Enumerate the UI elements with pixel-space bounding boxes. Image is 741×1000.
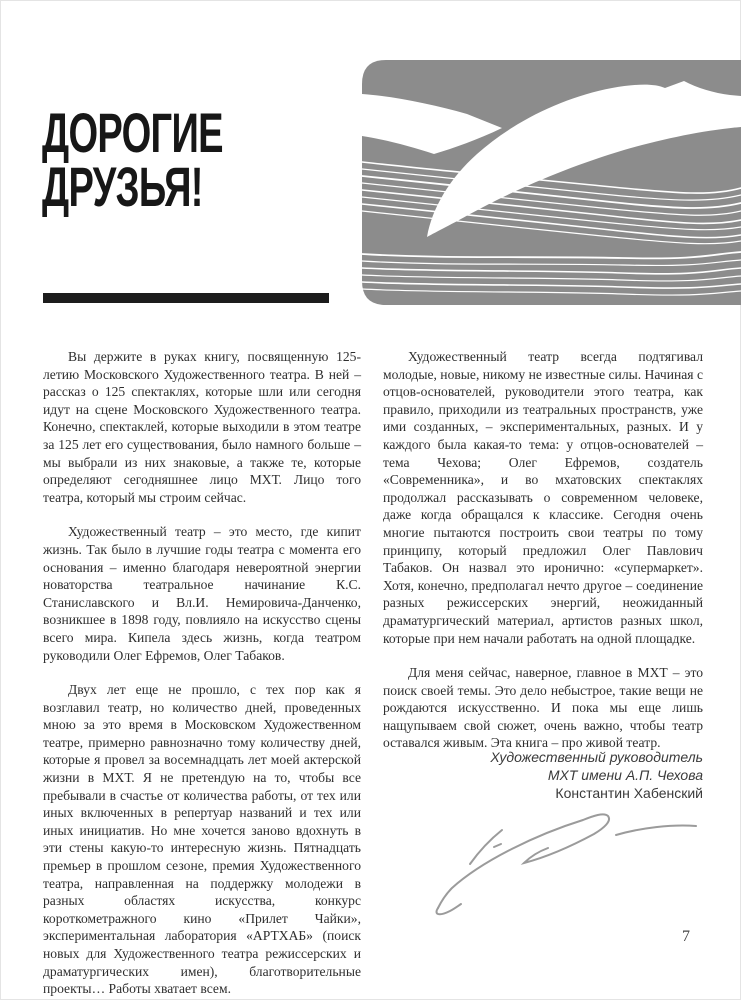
paragraph: Художественный театр – это место, где кипит жизнь. Так было в лучшие годы театра с момента его основания – именно благодаря невероятной энергии новаторства театральное начинание К.С. Станиславского и Вл.И. Немировича-Данченко, возникшее в 1898 году, повлияло на искусство сцены всего мира. Кипела здесь жизнь, когда театром руководили Олег Ефремов, Олег Табаков. [43,524,361,663]
page-title-line2: ДРУЗЬЯ! [42,155,203,218]
paragraph: Двух лет еще не прошло, с тех пор как я возглавил театр, но количество дней, проведенных мною за это время в Московском Художественном театре, примерно равнозначно тому количеству дней, которые я провел за восемнадцать лет моей актерской жизни в МХТ. Я не претендую на то, чтобы все пребывали в счастье от количества работы, от тех или иных включенных в репертуар названий и тех или иных инициатив. Но мне хочется заново вдохнуть в эти стены какую-то интересную жизнь. Пятнадцать премьер в прошлом сезоне, премия Художественного театра, направленная на поддержку молодежи в разных областях искусства, конкурс короткометражного кино «Прилет Чайки», экспериментальная лаборатория «АРТХАБ» (поиск новых для Художественного театра режиссерских и драматургических имен), благотворительные проекты… Работы хватает всем. [43,682,361,997]
page-title-line1: ДОРОГИЕ [42,101,223,164]
paragraph: Вы держите в руках книгу, посвященную 125-летию Московского Художественного театра. В ней – рассказ о 125 спектаклях, которые шли или сегодня идут на сцене Московского Художественного театра. Конечно, спектаклей, которые выходили в этом театре за 125 лет его существования, было намного больше – мы выбрали из них знаковые, а также те, которые определяют сегодняшнее лицо МХТ. Лицо того театра, который мы строим сейчас. [43,349,361,505]
handwritten-signature-image [428,812,703,917]
seagull-feather-emblem-icon [362,60,741,305]
signature-role-line1: Художественный руководитель [490,749,703,765]
signature-name: Константин Хабенский [555,785,703,801]
paragraph: Для меня сейчас, наверное, главное в МХТ – это поиск своей темы. Это дело небыстрое, такие вещи не рождаются искусственно. И пока мы еще лишь нащупываем свой сюжет, очень важно, чтобы театр оставался живым. Эта книга – про живой театр. [383,665,703,751]
body-column-right [383,348,703,769]
page-number: 7 [682,928,690,945]
signature-role-line2: МХТ имени А.П. Чехова [547,767,703,783]
headline-rule [43,293,329,303]
signature-caption [383,748,703,802]
paragraph: Художественный театр всегда подтягивал молодые, новые, никому не известные силы. Начиная с отцов-основателей, руководители этого театра, как правило, приходили из театральных пространств, уже ими созданных, – экспериментальных, разных. И у каждого была какая-то тема: у отцов-основателей – тема Чехова; Олег Ефремов, создатель «Современника», и во мхатовских спектаклях продолжал рассказывать о современном человеке, даже когда обращался к классике. Сегодня очень многие пытаются построить свои театры по тому принципу, который предложил Олег Павлович Табаков. Он назвал это иронично: «супермаркет». Хотя, конечно, предполагал нечто другое – соединение разных режиссерских энергий, неожиданный драматургический материал, артистов разных школ, которые при нем начали работать на одной площадке. [383,349,703,646]
page-title [42,101,223,218]
body-column-left [43,348,361,1000]
